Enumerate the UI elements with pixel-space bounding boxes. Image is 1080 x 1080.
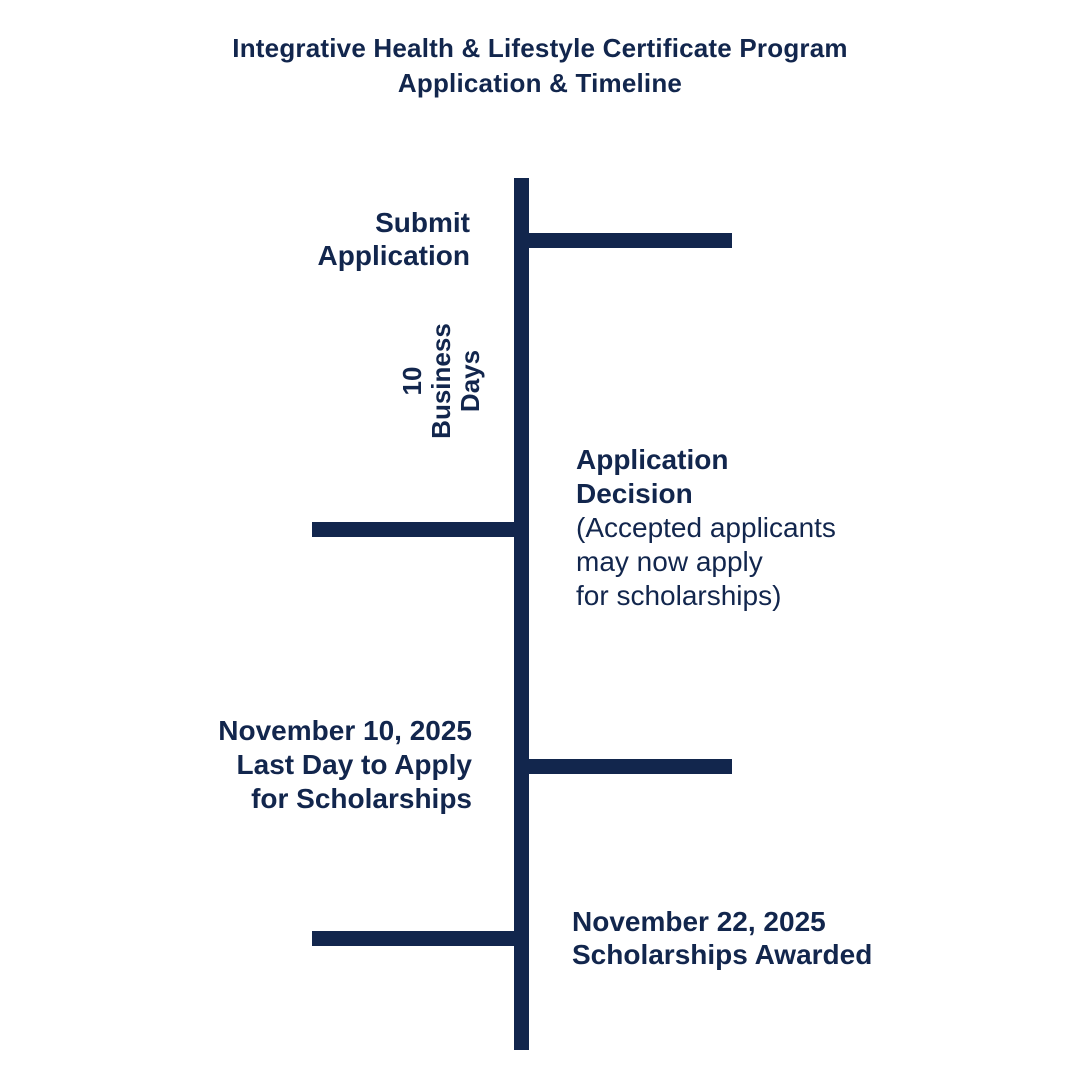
tick-application-decision: [312, 522, 515, 537]
event-scholarship-deadline: [218, 714, 472, 816]
duration-10-business-days: [398, 321, 486, 441]
tick-scholarship-deadline: [528, 759, 732, 774]
event-application-decision-note-3: for scholarships): [576, 580, 782, 611]
event-submit-application: [318, 206, 470, 272]
event-application-decision: [576, 443, 836, 613]
event-submit-application-line-2: Application: [317, 240, 470, 271]
event-scholarship-deadline-line-3: for Scholarships: [251, 783, 472, 814]
event-scholarships-awarded: [572, 905, 872, 971]
event-application-decision-note-2: may now apply: [576, 546, 763, 577]
event-scholarships-awarded-line-2: Scholarships Awarded: [572, 939, 873, 970]
event-scholarships-awarded-line-1: November 22, 2025: [572, 906, 826, 937]
page-title: [0, 31, 1080, 101]
page-title-line-1: Integrative Health & Lifestyle Certificate Program: [232, 33, 848, 63]
event-submit-application-line-1: Submit: [375, 207, 470, 238]
event-scholarship-deadline-line-1: November 10, 2025: [218, 715, 472, 746]
duration-line-3: Days: [455, 349, 485, 413]
page-title-line-2: Application & Timeline: [397, 68, 683, 98]
event-application-decision-note-1: (Accepted applicants: [576, 512, 836, 543]
event-scholarship-deadline-line-2: Last Day to Apply: [236, 749, 472, 780]
duration-line-2: Business: [426, 323, 456, 439]
timeline-axis: [514, 178, 529, 1050]
duration-line-1: 10: [397, 366, 427, 396]
event-application-decision-bold-2: Decision: [576, 478, 693, 509]
event-application-decision-bold-1: Application: [576, 444, 729, 475]
tick-submit-application: [528, 233, 732, 248]
tick-scholarships-awarded: [312, 931, 515, 946]
